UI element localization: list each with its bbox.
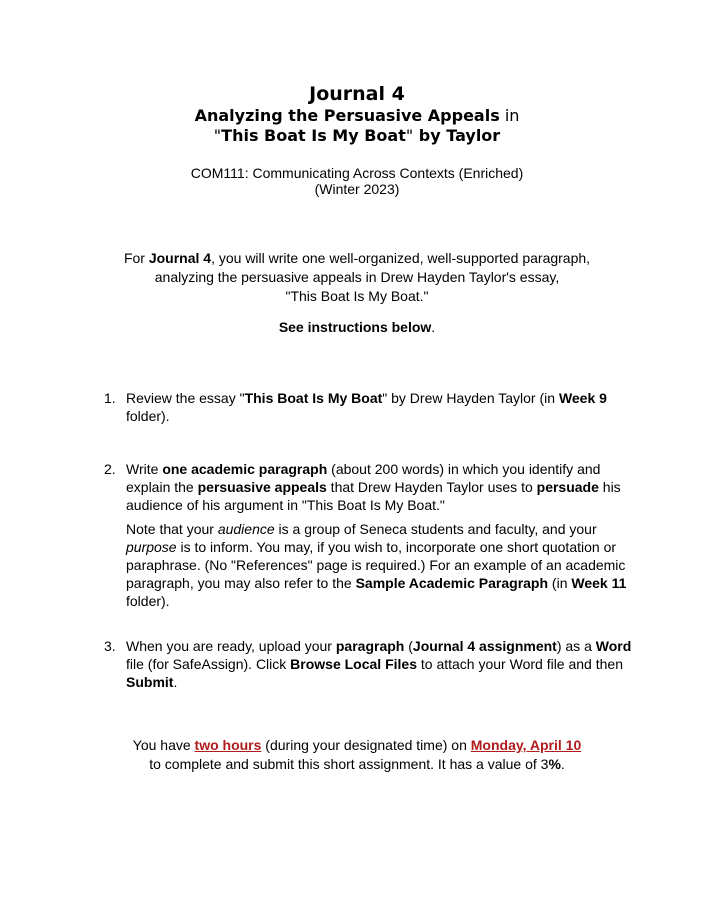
course-name: COM111: Communicating Across Contexts (Enriched) [190, 165, 524, 181]
step-3: 3. When you are ready, upload your paragraph (Journal 4 assignment) as a Word file (for SafeAssign). Click Browse Local Files to attach your Word file and then Submit. [104, 638, 632, 690]
course-info [0, 165, 714, 197]
step-2: 2. Write one academic paragraph (about 200 words) in which you identify and explain the persuasive appeals that Drew Hayden Taylor uses to persuade his audience of his argument in "This Boat Is My Boat." Note that your audience is a group of Seneca students and faculty, and your purpose is to inform. You may, if you wish to, incorporate one short quotation or paraphrase. (No "References" page is required.) For an example of an academic paragraph, you may also refer to the Sample Academic Paragraph (in Week 11 folder). [126, 460, 646, 610]
journal-subtitle: Analyzing the Persuasive Appeals in [194, 106, 520, 125]
title-block [0, 82, 714, 146]
step-2-note: Note that your audience is a group of Seneca students and faculty, and your purpose is to inform. You may, if you wish to, incorporate one short quotation or paraphrase. (No "References" page is required.) For an example of an academic paragraph, you may also refer to the Sample Academic Paragraph (in Week 11 folder). [126, 521, 627, 609]
due-date-highlight: Monday, April 10 [470, 737, 582, 753]
journal-title: Journal 4 [309, 83, 405, 105]
deadline-note: You have two hours (during your designated time) on Monday, April 10 to complete and submit this short assignment. It has a value of 3%. [132, 737, 582, 772]
step-1: 1. Review the essay "This Boat Is My Boat" by Drew Hayden Taylor (in Week 9 folder). [104, 390, 607, 424]
step-number: 1. [104, 390, 116, 406]
intro-paragraph: For Journal 4, you will write one well-organized, well-supported paragraph, analyzing the persuasive appeals in Drew Hayden Taylor's essay, "This Boat Is My Boat." [123, 250, 591, 304]
time-limit-highlight: two hours [194, 737, 262, 753]
essay-title-line: "This Boat Is My Boat" by Taylor [213, 126, 501, 145]
see-instructions: See instructions below. [278, 319, 436, 335]
step-number: 3. [104, 638, 116, 654]
course-term: (Winter 2023) [314, 181, 400, 197]
step-number: 2. [104, 461, 116, 477]
